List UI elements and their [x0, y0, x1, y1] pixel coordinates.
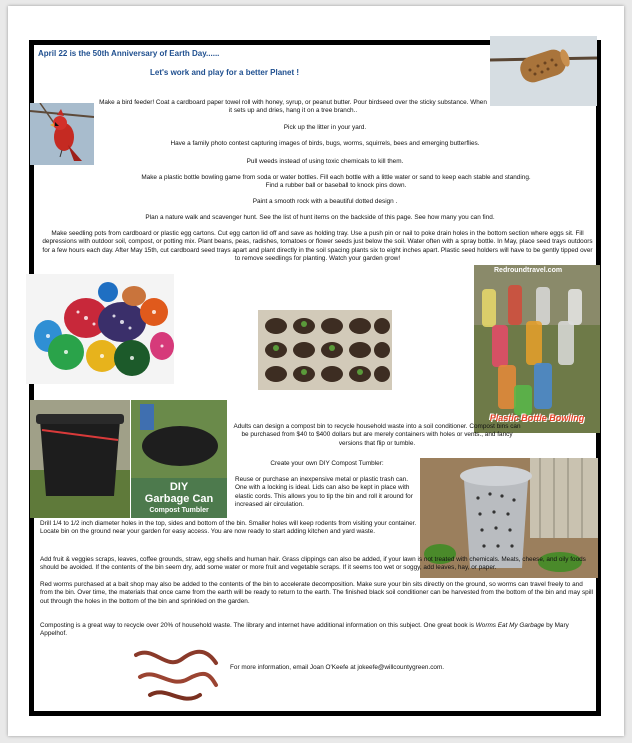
- bird-feeder-photo: [490, 36, 597, 106]
- diy-heading: Create your own DIY Compost Tumbler:: [270, 460, 384, 467]
- diy-label-1: DIY: [169, 481, 189, 493]
- plastic-bottle-bowling-photo: [474, 265, 600, 433]
- composting-text: [40, 622, 595, 639]
- diy-label-3: Compost Tumbler: [149, 507, 209, 514]
- diy-label-2: Garbage Can: [144, 493, 214, 505]
- red-worms-text: Red worms purchased at a bait shop may also be added to the contents of the bin to accelerate decomposition. Make sure your bin sits directly on the ground, so worms can travel freely to and from the bin. Over time, the materials that once came from the earth will be ready to return to the earth. The finished black soil conditioner can be harvested from the bottom of the bin and may spill out through the holes in the bottom of the bin and sprinkled on the garden.: [40, 581, 593, 605]
- add-fruit-text: Add fruit & veggies scraps, leaves, coffee grounds, straw, egg shells and human hair. Grass clippings can also be added, if your lawn is not treated with chemicals. Meats, cheese, and oily foods should be avoided. If the contents of the bin seem dry, add some water or more fruit and vegetable scraps. If it seems too wet or soggy, add leaves, hay, or paper.: [40, 556, 586, 572]
- egg-carton-seedlings-photo: [258, 310, 392, 390]
- cardinal-photo: [30, 103, 94, 165]
- scavenger-text: Plan a nature walk and scavenger hunt. See the list of hunt items on the backside of this page. See how many you can find.: [145, 214, 495, 221]
- seedling-text: Make seedling pots from cardboard or plastic egg cartons. Cut egg carton lid off and save as holding tray. Use a push pin or nail to poke drain holes in the bottom section where eggs sit. Fill depressions with outdoor soil, compost, or potting mix. Plant beans, peas, radishes, tomatoes or flower seeds just below the soil. Water often with a spray bottle. In May, place seed trays outdoors for a few hours each day. After May 15th, cut cardboard seed trays apart and plant directly in the soil spacing plants six to eight inches apart. Plastic seed holders will have to be gently tipped over to remove seedlings for planting. Watch your garden grow!: [42, 230, 593, 263]
- bowling-watermark: Redroundtravel.com: [494, 267, 563, 274]
- title-line-1: April 22 is the 50th Anniversary of Earth Day......: [38, 49, 220, 58]
- book-author: by Mary Appelhof.: [40, 622, 569, 638]
- compost-intro-text: Adults can design a compost bin to recycle household waste into a soil conditioner. Compost bins can be purchased from $40 to $400 dollars but are merely containers with holes or vents., and fancy versions that flip or tumble.: [233, 423, 521, 447]
- diy-step-1: Reuse or purchase an inexpensive metal or plastic trash can. One with a locking is ideal. Lids can also be kept in place with elastic cords. This allows you to tip the bin and roll it around for increased air circulation.: [235, 476, 413, 509]
- bowling-caption: Plastic Bottle Bowling: [489, 413, 585, 423]
- composting-body: Composting is a great way to recycle over 20% of household waste. The library and internet have additional information on this subject. One great book is: [40, 622, 476, 629]
- photo-contest-text: Have a family photo contest capturing images of birds, bugs, worms, squirrels, bees and emerging butterflies.: [170, 140, 480, 147]
- contact-text: For more information, email Joan O'Keefe at jokeefe@willcountygreen.com.: [230, 664, 445, 671]
- diy-step-2: Drill 1/4 to 1/2 inch diameter holes in the top, sides and bottom of the bin. Smaller holes will keep rodents from visiting your container. Locate bin on the ground near your garden for easy access. You are now ready to start adding kitchen and yard waste.: [40, 520, 417, 536]
- rock-text: Paint a smooth rock with a beautiful dotted design .: [252, 198, 398, 205]
- bird-feeder-text: Make a bird feeder! Coat a cardboard paper towel roll with honey, syrup, or peanut butter. Pour birdseed over the sticky substance. When it sets up and dries, hang it on a tree branch..: [99, 99, 487, 115]
- bowling-text-2: Find a rubber ball or baseball to knock pins down.: [265, 182, 407, 189]
- painted-rocks-photo: [26, 274, 174, 384]
- title-line-2: Let's work and play for a better Planet !: [150, 68, 300, 77]
- litter-text: Pick up the litter in your yard.: [283, 124, 367, 131]
- weeds-text: Pull weeds instead of using toxic chemicals to kill them.: [246, 158, 404, 165]
- earthworms-photo: [130, 645, 222, 709]
- book-title: Worms Eat My Garbage: [475, 622, 545, 629]
- bowling-text-1: Make a plastic bottle bowling game from soda or water bottles. Fill each bottle with a little water or sand to keep each stable and standing.: [141, 174, 531, 181]
